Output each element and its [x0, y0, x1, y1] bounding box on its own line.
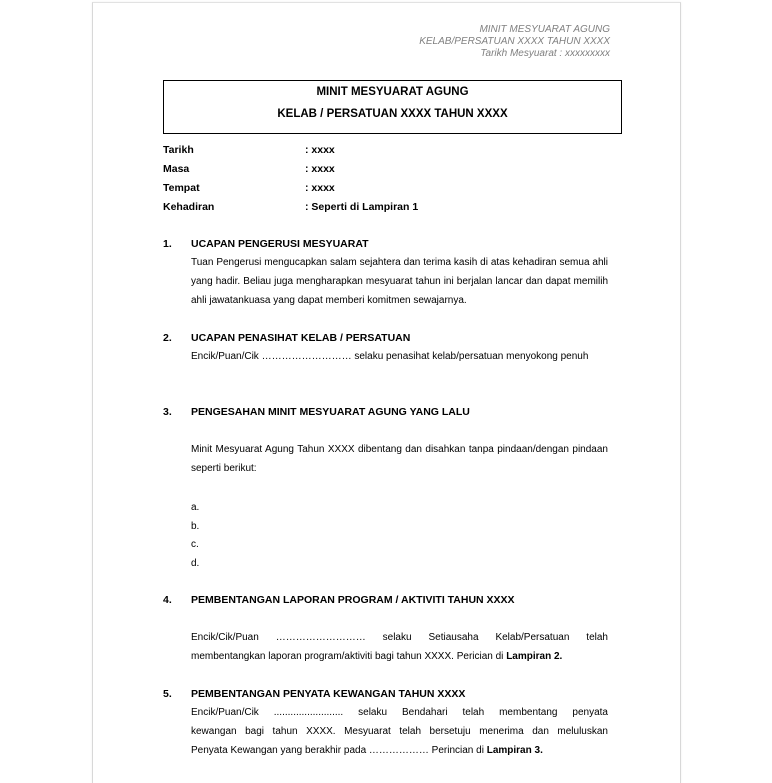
document-page — [92, 2, 681, 783]
info-label: Tempat — [163, 182, 200, 194]
section-3-number: 3. — [163, 406, 172, 418]
info-row-tempat — [163, 182, 335, 196]
section-2-text: Encik/Puan/Cik ……………………… selaku penasihat kelab/persatuan menyokong penuh — [191, 351, 589, 362]
header-line-2: KELAB/PERSATUAN XXXX TAHUN XXXX — [419, 36, 610, 47]
section-5-heading: PEMBENTANGAN PENYATA KEWANGAN TAHUN XXXX — [191, 688, 466, 700]
header-line-3: Tarikh Mesyuarat : xxxxxxxxx — [480, 48, 610, 59]
section-5-line-3 — [191, 745, 608, 756]
section-3-heading: PENGESAHAN MINIT MESYUARAT AGUNG YANG LALU — [191, 406, 470, 418]
section-5-number: 5. — [163, 688, 172, 700]
section-4-line-2 — [191, 651, 608, 662]
info-label: Kehadiran — [163, 201, 215, 213]
list-item: c. — [191, 539, 199, 550]
info-value: : Seperti di Lampiran 1 — [305, 201, 419, 213]
header-line-1: MINIT MESYUARAT AGUNG — [479, 24, 610, 35]
section-2-number: 2. — [163, 332, 172, 344]
list-item: a. — [191, 502, 200, 513]
title-box — [163, 80, 622, 134]
lampiran-3-ref: Lampiran 3. — [486, 745, 543, 756]
section-4-line-1: Encik/Cik/Puan ……………………… selaku Setiausaha Kelab/Persatuan telah — [191, 632, 608, 643]
list-item: b. — [191, 521, 200, 532]
info-value: : xxxx — [305, 163, 335, 175]
list-item: d. — [191, 558, 200, 569]
section-5-line-1: Encik/Puan/Cik ......................... selaku Bendahari telah membentang penyata — [191, 707, 608, 718]
title-line-1: MINIT MESYUARAT AGUNG — [316, 86, 469, 98]
info-row-tarikh — [163, 144, 335, 158]
section-3-text: Minit Mesyuarat Agung Tahun XXXX dibentang dan disahkan tanpa pindaan/dengan pindaan seperti berikut: — [191, 444, 608, 474]
section-1-text: Tuan Pengerusi mengucapkan salam sejahtera dan terima kasih di atas kehadiran semua ahli yang hadir. Beliau juga mengharapkan mesyuarat tahun ini berjalan lancar dan dapat memilih ahli jawatankuasa yang dapat memberi komitmen sewajarnya. — [191, 257, 608, 306]
info-row-kehadiran — [163, 201, 419, 215]
section-4-number: 4. — [163, 594, 172, 606]
lampiran-2-ref: Lampiran 2. — [506, 651, 563, 662]
section-2-heading: UCAPAN PENASIHAT KELAB / PERSATUAN — [191, 332, 411, 344]
section-5-line-2: kewangan bagi tahun XXXX. Mesyuarat telah bersetuju menerima dan meluluskan — [191, 726, 608, 737]
section-5-line-3-text: Penyata Kewangan yang berakhir pada ……………… Perincian di — [191, 745, 487, 756]
title-line-2: KELAB / PERSATUAN XXXX TAHUN XXXX — [277, 108, 508, 120]
info-value: : xxxx — [305, 182, 335, 194]
section-4-line-2-text: membentangkan laporan program/aktiviti bagi tahun XXXX. Perician di — [191, 651, 507, 662]
section-1-heading: UCAPAN PENGERUSI MESYUARAT — [191, 238, 369, 250]
info-value: : xxxx — [305, 144, 335, 156]
section-4-heading: PEMBENTANGAN LAPORAN PROGRAM / AKTIVITI TAHUN XXXX — [191, 594, 515, 606]
info-row-masa — [163, 163, 335, 177]
section-1-number: 1. — [163, 238, 172, 250]
info-label: Tarikh — [163, 144, 194, 156]
info-label: Masa — [163, 163, 190, 175]
